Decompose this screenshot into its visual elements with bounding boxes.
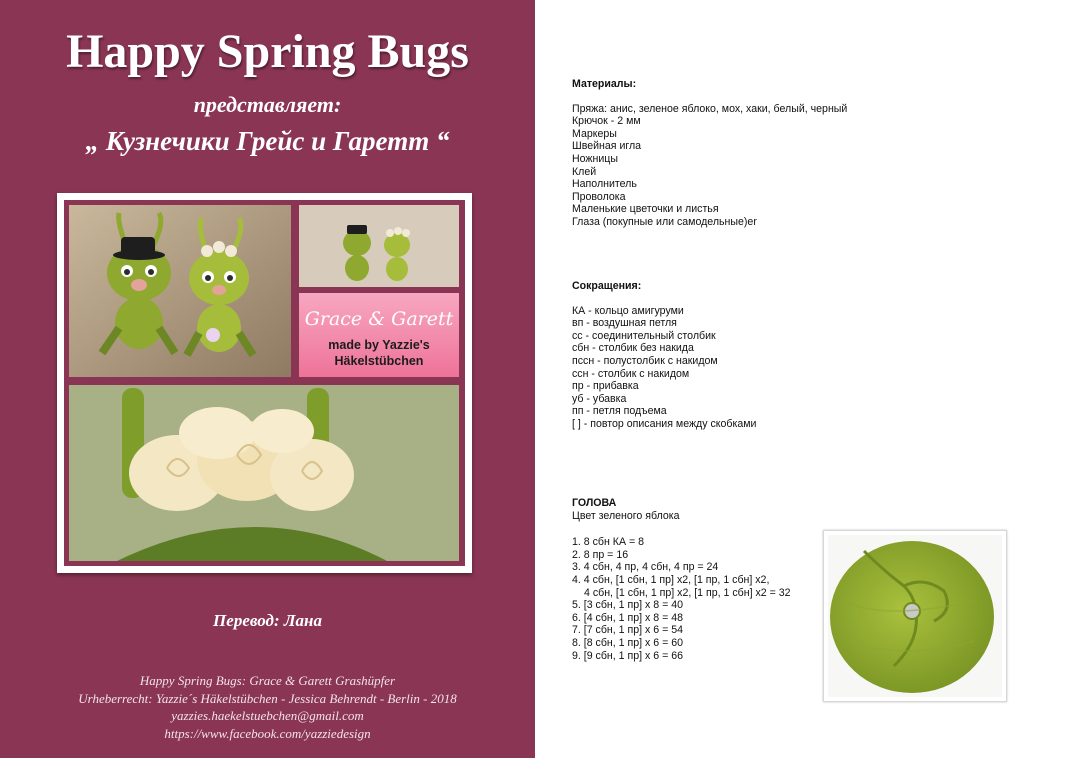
crochet-head-photo xyxy=(823,530,1007,702)
abbreviations-heading: Сокращения: xyxy=(572,280,642,292)
shop-name-label: Häkelstübchen xyxy=(334,354,424,368)
translation-credit: Перевод: Лана xyxy=(213,611,322,630)
head-color: Цвет зеленого яблока xyxy=(572,509,680,522)
material-item: Швейная игла xyxy=(572,140,642,153)
crochet-head-illustration xyxy=(824,531,1006,701)
material-item: Маркеры xyxy=(572,127,617,140)
materials-heading: Материалы: xyxy=(572,78,637,90)
pattern-page xyxy=(535,0,1066,758)
material-item: Ножницы xyxy=(572,152,618,165)
abbreviation-item: пр - прибавка xyxy=(572,380,639,393)
head-row: 9. [9 сбн, 1 пр] х 6 = 66 xyxy=(572,649,683,662)
abbreviation-item: уб - убавка xyxy=(572,392,627,405)
made-by-label: made by Yazzie's xyxy=(328,338,430,352)
abbreviation-item: ссн - столбик с накидом xyxy=(572,367,690,380)
material-item: Крючок - 2 мм xyxy=(572,115,641,128)
material-item: Наполнитель xyxy=(572,178,637,191)
credit-line: Urheberrecht: Yazzie´s Häkelstübchen - Jessica Behrendt - Berlin - 2018 xyxy=(78,690,457,706)
cover-subtitle: „ Кузнечики Грейс и Гаретт “ xyxy=(85,126,450,156)
credit-facebook: https://www.facebook.com/yazziedesign xyxy=(164,725,371,741)
cover-title: Happy Spring Bugs xyxy=(66,25,469,78)
abbreviation-item: КА - кольцо амигуруми xyxy=(572,304,684,317)
material-item: Маленькие цветочки и листья xyxy=(572,203,719,216)
material-item: Проволока xyxy=(572,190,626,203)
roses-photo xyxy=(69,385,459,561)
head-row: 8. [8 сбн, 1 пр] х 6 = 60 xyxy=(572,636,683,649)
credit-line: Happy Spring Bugs: Grace & Garett Grashüpfer xyxy=(139,673,396,688)
abbreviation-item: вп - воздушная петля xyxy=(572,317,677,330)
head-row: 1. 8 сбн КА = 8 xyxy=(572,536,644,549)
collage-illustration xyxy=(57,193,472,573)
abbreviation-item: пссн - полустолбик с накидом xyxy=(572,354,718,367)
credit-email: yazzies.haekelstuebchen@gmail.com xyxy=(171,708,364,723)
head-section xyxy=(572,497,791,662)
cover-presents: представляет: xyxy=(193,92,342,117)
abbreviation-item: пп - петля подъема xyxy=(572,405,667,418)
grasshoppers-photo-large xyxy=(69,205,291,377)
abbreviation-item: сбн - столбик без накида xyxy=(572,342,694,355)
head-row: 4. 4 сбн, [1 сбн, 1 пр] х2, [1 пр, 1 сбн] х2, xyxy=(572,573,770,586)
head-heading: ГОЛОВА xyxy=(572,497,617,509)
material-item: Глаза (покупные или самодельные)er xyxy=(572,215,757,228)
materials-section xyxy=(572,78,847,229)
head-row: 2. 8 пр = 16 xyxy=(572,548,629,561)
material-item: Клей xyxy=(572,165,597,178)
abbreviations-section xyxy=(572,280,756,431)
head-row: 5. [3 сбн, 1 пр] х 8 = 40 xyxy=(572,599,683,612)
head-row: 4 сбн, [1 сбн, 1 пр] х2, [1 пр, 1 сбн] х2 = 32 xyxy=(584,586,791,599)
grace-garett-script: Grace & Garett xyxy=(304,308,454,330)
abbreviation-item: сс - соединительный столбик xyxy=(572,329,716,342)
grasshoppers-photo-small xyxy=(299,205,459,287)
abbreviation-item: [ ] - повтор описания между скобками xyxy=(572,417,757,430)
copyright-credits xyxy=(0,672,535,742)
material-item: Пряжа: анис, зеленое яблоко, мох, хаки, белый, черный xyxy=(572,102,848,115)
cover-photo-collage xyxy=(57,193,472,573)
head-row: 7. [7 сбн, 1 пр] х 6 = 54 xyxy=(572,624,683,637)
head-row: 3. 4 сбн, 4 пр, 4 сбн, 4 пр = 24 xyxy=(572,561,719,574)
head-row: 6. [4 сбн, 1 пр] х 8 = 48 xyxy=(572,611,683,624)
